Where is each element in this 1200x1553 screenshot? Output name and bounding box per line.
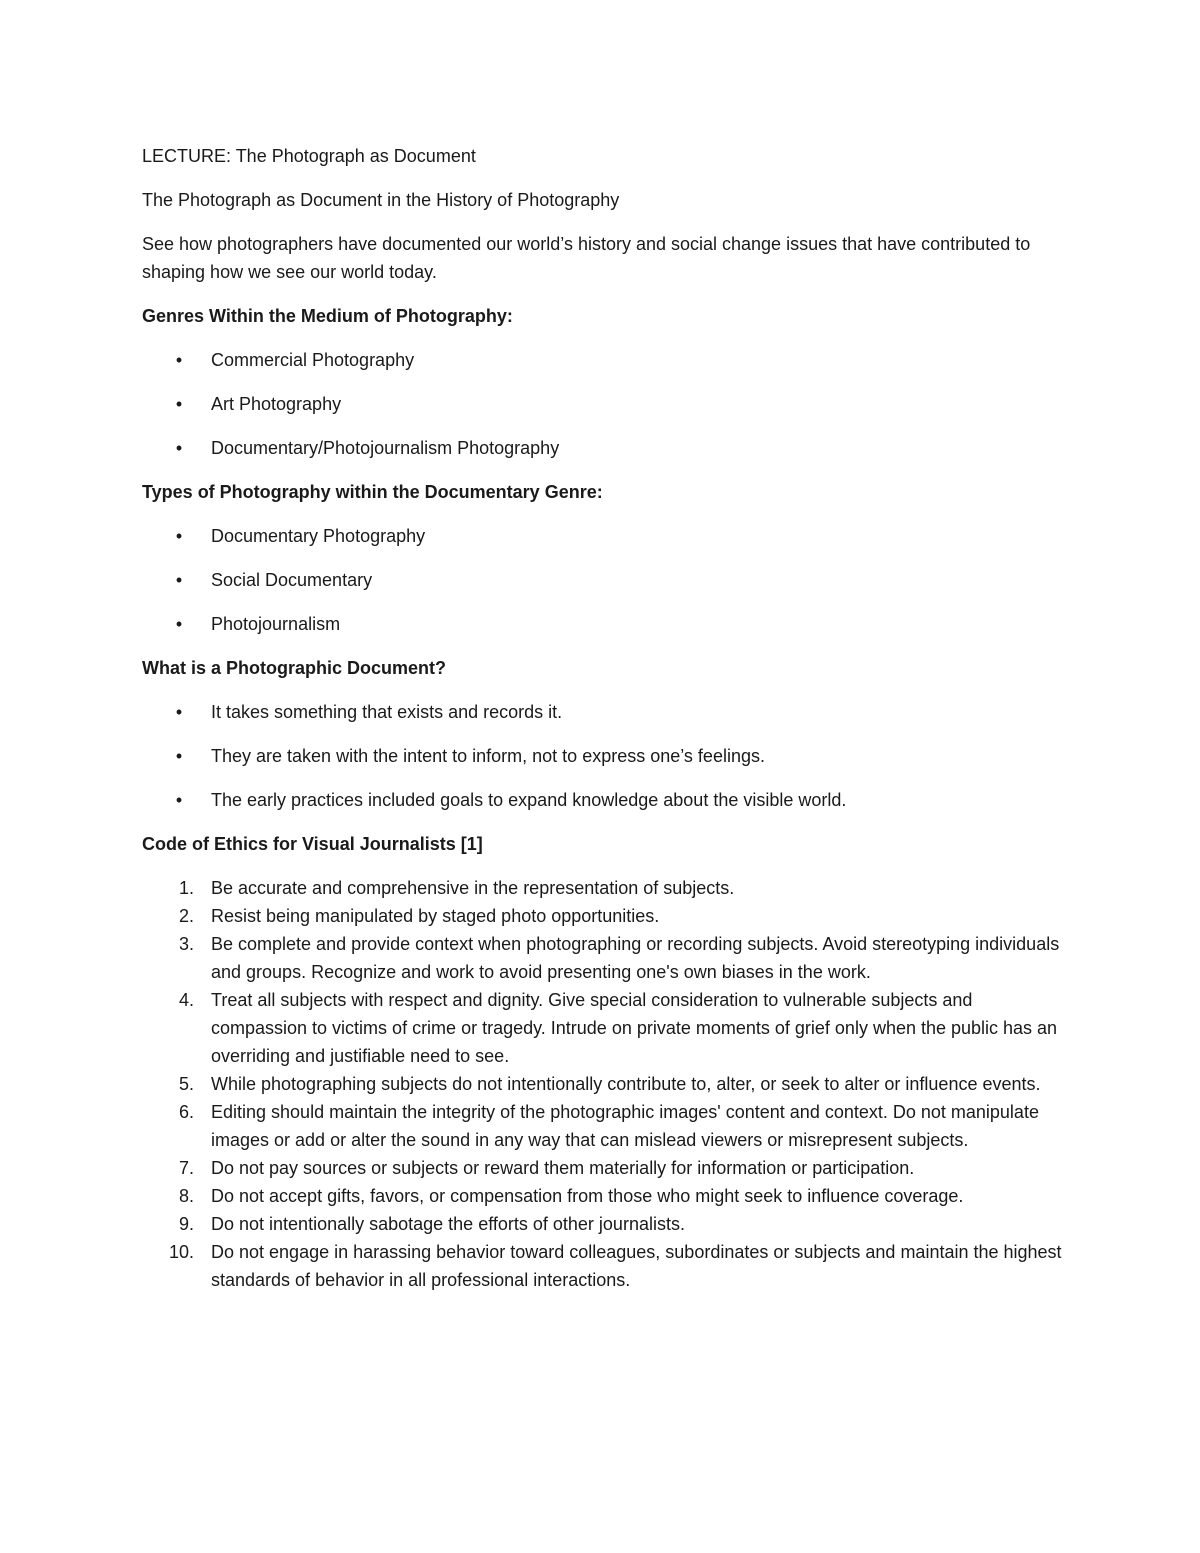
list-number: 6. [178, 1102, 194, 1122]
bullet-icon: • [175, 614, 183, 634]
list-item-text: Be accurate and comprehensive in the representation of subjects. [211, 878, 735, 898]
document-list [142, 698, 1062, 814]
genres-heading: Genres Within the Medium of Photography: [142, 306, 513, 326]
list-item-text: Do not engage in harassing behavior toward colleagues, subordinates or subjects and maintain the highest standards of behavior in all professional interactions. [211, 1242, 1062, 1290]
list-item [142, 902, 1062, 930]
list-item-text: Photojournalism [211, 614, 341, 634]
document-heading: What is a Photographic Document? [142, 658, 447, 678]
bullet-icon: • [175, 394, 183, 414]
list-item [142, 566, 1062, 594]
list-item-text: Do not intentionally sabotage the efforts of other journalists. [211, 1214, 685, 1234]
list-item-text: The early practices included goals to expand knowledge about the visible world. [211, 790, 847, 810]
list-number: 10. [168, 1242, 194, 1262]
list-item [142, 390, 1062, 418]
list-number: 1. [178, 878, 194, 898]
list-item [142, 1070, 1062, 1098]
list-number: 2. [178, 906, 194, 926]
bullet-icon: • [175, 746, 183, 766]
list-item [142, 434, 1062, 462]
list-item-text: Do not pay sources or subjects or reward them materially for information or participation. [211, 1158, 915, 1178]
list-number: 4. [178, 990, 194, 1010]
list-item [142, 742, 1062, 770]
bullet-icon: • [175, 350, 183, 370]
list-item-text: Treat all subjects with respect and dignity. Give special consideration to vulnerable subjects and compassion to victims of crime or tragedy. Intrude on private moments of grief only when the public has an overriding and justifiable need to see. [211, 990, 1058, 1066]
list-number: 9. [178, 1214, 194, 1234]
list-item-text: It takes something that exists and records it. [211, 702, 563, 722]
types-list [142, 522, 1062, 638]
list-item [142, 1098, 1062, 1154]
list-item [142, 1238, 1062, 1294]
list-item-text: Editing should maintain the integrity of the photographic images' content and context. Do not manipulate images or add or alter the sound in any way that can mislead viewers or misrepresent subjects. [211, 1102, 1039, 1150]
list-item-text: Social Documentary [211, 570, 373, 590]
bullet-icon: • [175, 438, 183, 458]
list-item [142, 930, 1062, 986]
types-heading: Types of Photography within the Documentary Genre: [142, 482, 603, 502]
document-body [142, 142, 1062, 1310]
genres-list [142, 346, 1062, 462]
list-item-text: Do not accept gifts, favors, or compensation from those who might seek to influence coverage. [211, 1186, 964, 1206]
list-item [142, 698, 1062, 726]
list-number: 3. [178, 934, 194, 954]
bullet-icon: • [175, 526, 183, 546]
lecture-subtitle: The Photograph as Document in the History of Photography [142, 190, 620, 210]
list-item-text: While photographing subjects do not intentionally contribute to, alter, or seek to alter or influence events. [211, 1074, 1041, 1094]
list-item-text: They are taken with the intent to inform, not to express one’s feelings. [211, 746, 765, 766]
list-item [142, 1210, 1062, 1238]
list-item-text: Documentary Photography [211, 526, 426, 546]
list-item [142, 1182, 1062, 1210]
list-item-text: Documentary/Photojournalism Photography [211, 438, 560, 458]
list-number: 7. [178, 1158, 194, 1178]
list-item [142, 874, 1062, 902]
ethics-heading: Code of Ethics for Visual Journalists [1] [142, 834, 483, 854]
list-item [142, 610, 1062, 638]
intro-paragraph: See how photographers have documented our world’s history and social change issues that have contributed to shaping how we see our world today. [142, 234, 1031, 282]
list-item-text: Commercial Photography [211, 350, 415, 370]
list-item [142, 346, 1062, 374]
lecture-title: LECTURE: The Photograph as Document [142, 146, 476, 166]
bullet-icon: • [175, 570, 183, 590]
list-item [142, 986, 1062, 1070]
list-item [142, 522, 1062, 550]
ethics-list [142, 874, 1062, 1294]
list-item [142, 1154, 1062, 1182]
bullet-icon: • [175, 790, 183, 810]
list-number: 5. [178, 1074, 194, 1094]
list-item [142, 786, 1062, 814]
list-item-text: Be complete and provide context when photographing or recording subjects. Avoid stereotyping individuals and groups. Recognize and work to avoid presenting one's own biases in the work. [211, 934, 1060, 982]
bullet-icon: • [175, 702, 183, 722]
list-item-text: Resist being manipulated by staged photo opportunities. [211, 906, 660, 926]
list-number: 8. [178, 1186, 194, 1206]
list-item-text: Art Photography [211, 394, 342, 414]
